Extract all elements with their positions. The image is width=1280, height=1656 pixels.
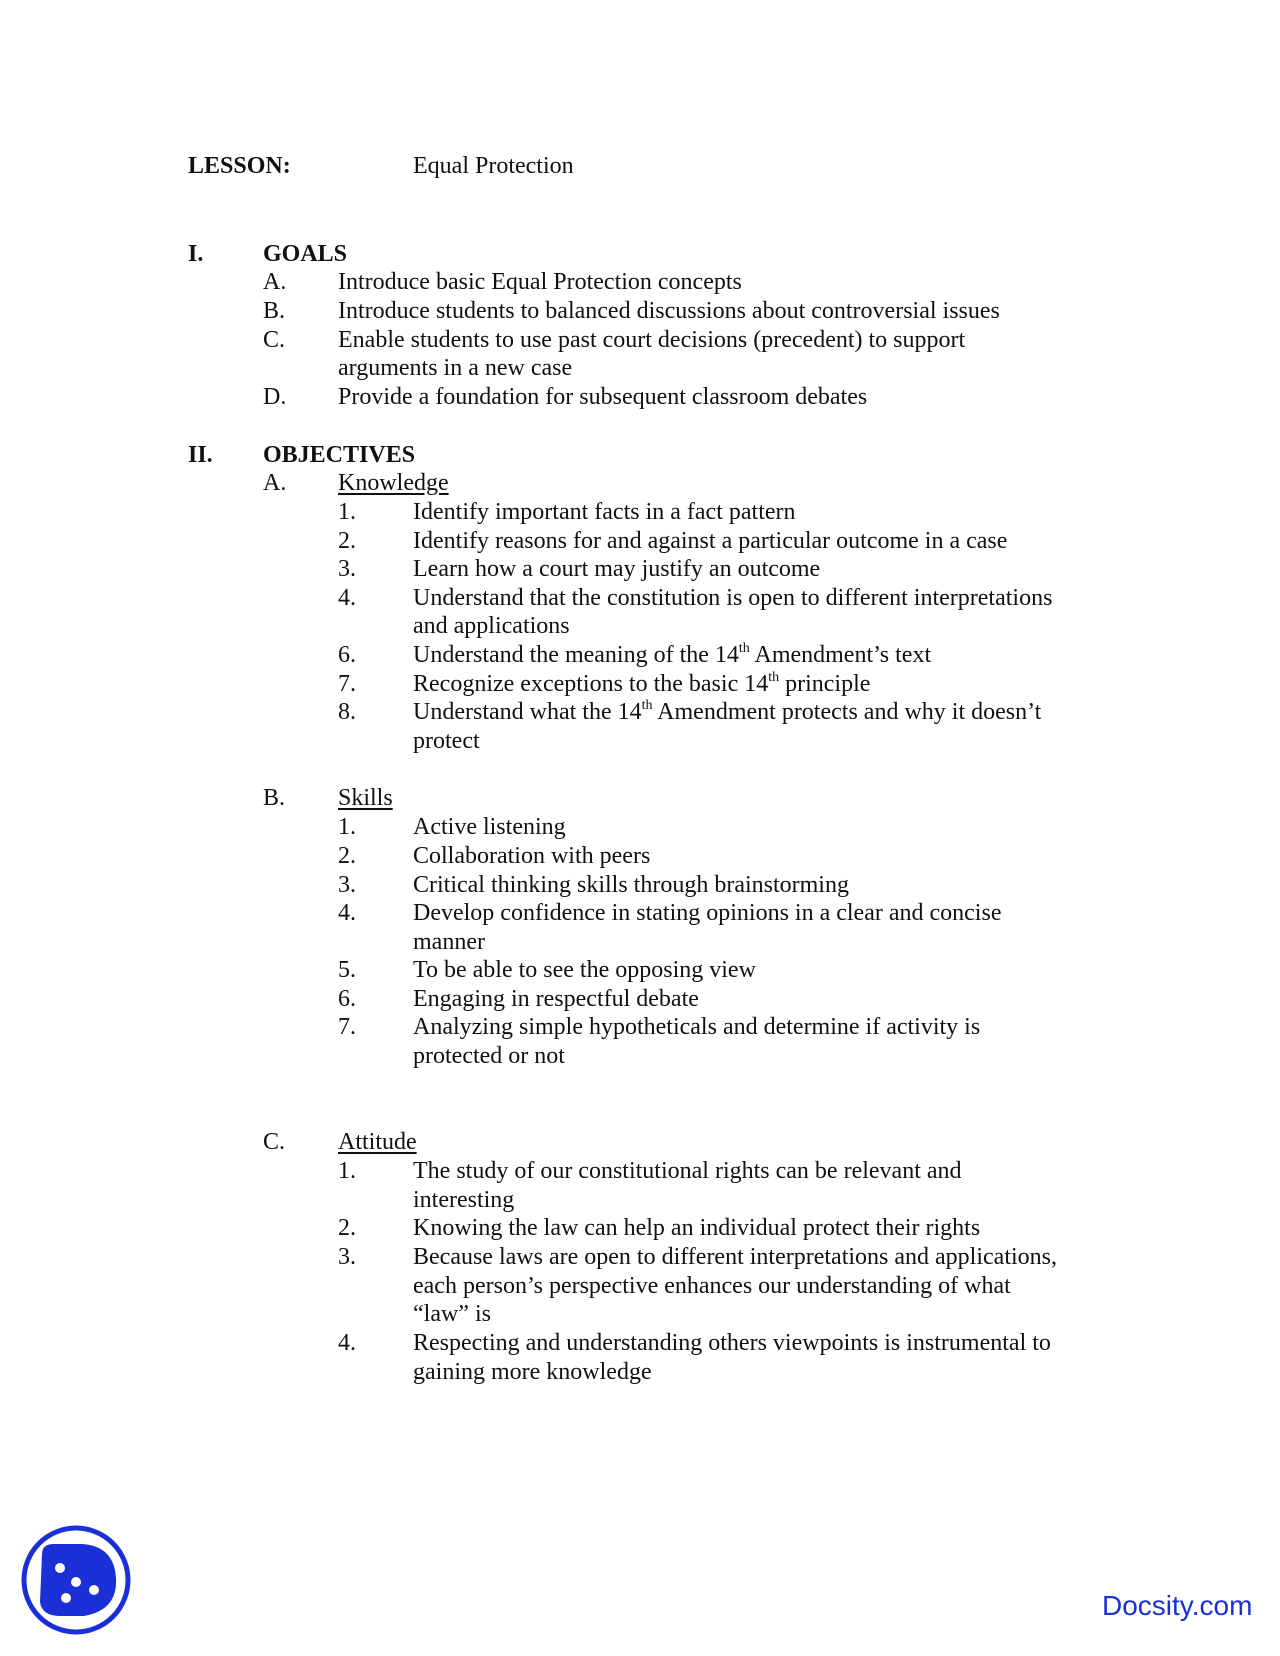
knowledge-item: protect: [413, 728, 480, 754]
goal-text: Introduce basic Equal Protection concepts: [338, 269, 742, 295]
knowledge-item: and applications: [413, 613, 570, 639]
item-number: 6.: [338, 986, 356, 1012]
item-number: 5.: [338, 957, 356, 983]
item-number: 2.: [338, 1215, 356, 1241]
goal-text: Provide a foundation for subsequent classroom debates: [338, 384, 868, 410]
objectives-numeral: II.: [188, 442, 213, 468]
item-number: 7.: [338, 671, 356, 697]
attitude-item: each person’s perspective enhances our understanding of what: [413, 1273, 1011, 1299]
knowledge-item: Learn how a court may justify an outcome: [413, 556, 821, 582]
goal-letter: B.: [263, 298, 286, 324]
superscript: th: [768, 670, 780, 685]
skills-item: Analyzing simple hypotheticals and determine if activity is: [413, 1014, 981, 1040]
knowledge-item: Identify reasons for and against a particular outcome in a case: [413, 528, 1008, 554]
knowledge-item: Identify important facts in a fact pattern: [413, 499, 796, 525]
item-number: 3.: [338, 872, 356, 898]
subsection-letter: B.: [263, 785, 286, 811]
objectives-heading: OBJECTIVES: [263, 442, 416, 468]
goal-text: Enable students to use past court decisions (precedent) to support: [338, 327, 966, 353]
skills-item: Engaging in respectful debate: [413, 986, 699, 1012]
knowledge-item: Understand what the 14th Amendment protects and why it doesn’t: [413, 698, 1042, 725]
attitude-item: Knowing the law can help an individual protect their rights: [413, 1215, 981, 1241]
item-number: 2.: [338, 843, 356, 869]
attitude-item: interesting: [413, 1187, 515, 1213]
item-number: 7.: [338, 1014, 356, 1040]
goal-letter: D.: [263, 384, 287, 410]
superscript: th: [738, 641, 750, 656]
item-number: 4.: [338, 1330, 356, 1356]
goals-numeral: I.: [188, 241, 204, 267]
goals-heading: GOALS: [263, 241, 348, 267]
knowledge-title: Knowledge: [338, 470, 449, 496]
attitude-item: gaining more knowledge: [413, 1359, 652, 1385]
logo-dot: [71, 1577, 81, 1587]
attitude-title: Attitude: [338, 1129, 417, 1155]
goal-letter: C.: [263, 327, 286, 353]
item-number: 4.: [338, 585, 356, 611]
attitude-item: “law” is: [413, 1301, 491, 1327]
skills-item: Active listening: [413, 814, 566, 840]
knowledge-item: Understand that the constitution is open to different interpretations: [413, 585, 1053, 611]
item-number: 4.: [338, 900, 356, 926]
item-number: 6.: [338, 642, 356, 668]
docsity-logo-icon[interactable]: [20, 1524, 132, 1636]
skills-item: Critical thinking skills through brainstorming: [413, 872, 849, 898]
subsection-letter: C.: [263, 1129, 286, 1155]
logo-dot: [55, 1563, 65, 1573]
subsection-letter: A.: [263, 470, 287, 496]
item-number: 3.: [338, 556, 356, 582]
attitude-item: The study of our constitutional rights can be relevant and: [413, 1158, 962, 1184]
attitude-item: Because laws are open to different interpretations and applications,: [413, 1244, 1057, 1270]
skills-item: To be able to see the opposing view: [413, 957, 756, 983]
item-number: 1.: [338, 814, 356, 840]
goal-text: Introduce students to balanced discussions about controversial issues: [338, 298, 1000, 324]
goal-letter: A.: [263, 269, 287, 295]
skills-item: Develop confidence in stating opinions in a clear and concise: [413, 900, 1002, 926]
skills-item: protected or not: [413, 1043, 565, 1069]
lesson-label: LESSON:: [188, 153, 291, 179]
attitude-item: Respecting and understanding others viewpoints is instrumental to: [413, 1330, 1051, 1356]
knowledge-item: Recognize exceptions to the basic 14th principle: [413, 670, 871, 697]
lesson-title: Equal Protection: [413, 153, 574, 179]
skills-title: Skills: [338, 785, 393, 811]
skills-item: Collaboration with peers: [413, 843, 651, 869]
superscript: th: [641, 698, 653, 713]
item-number: 3.: [338, 1244, 356, 1270]
item-number: 2.: [338, 528, 356, 554]
item-number: 1.: [338, 1158, 356, 1184]
item-number: 1.: [338, 499, 356, 525]
knowledge-item: Understand the meaning of the 14th Amendment’s text: [413, 641, 932, 668]
logo-dot: [89, 1585, 99, 1595]
skills-item: manner: [413, 929, 485, 955]
goal-text: arguments in a new case: [338, 355, 573, 381]
docsity-brand-link[interactable]: Docsity.com: [1102, 1590, 1253, 1621]
item-number: 8.: [338, 699, 356, 725]
logo-dot: [61, 1593, 71, 1603]
